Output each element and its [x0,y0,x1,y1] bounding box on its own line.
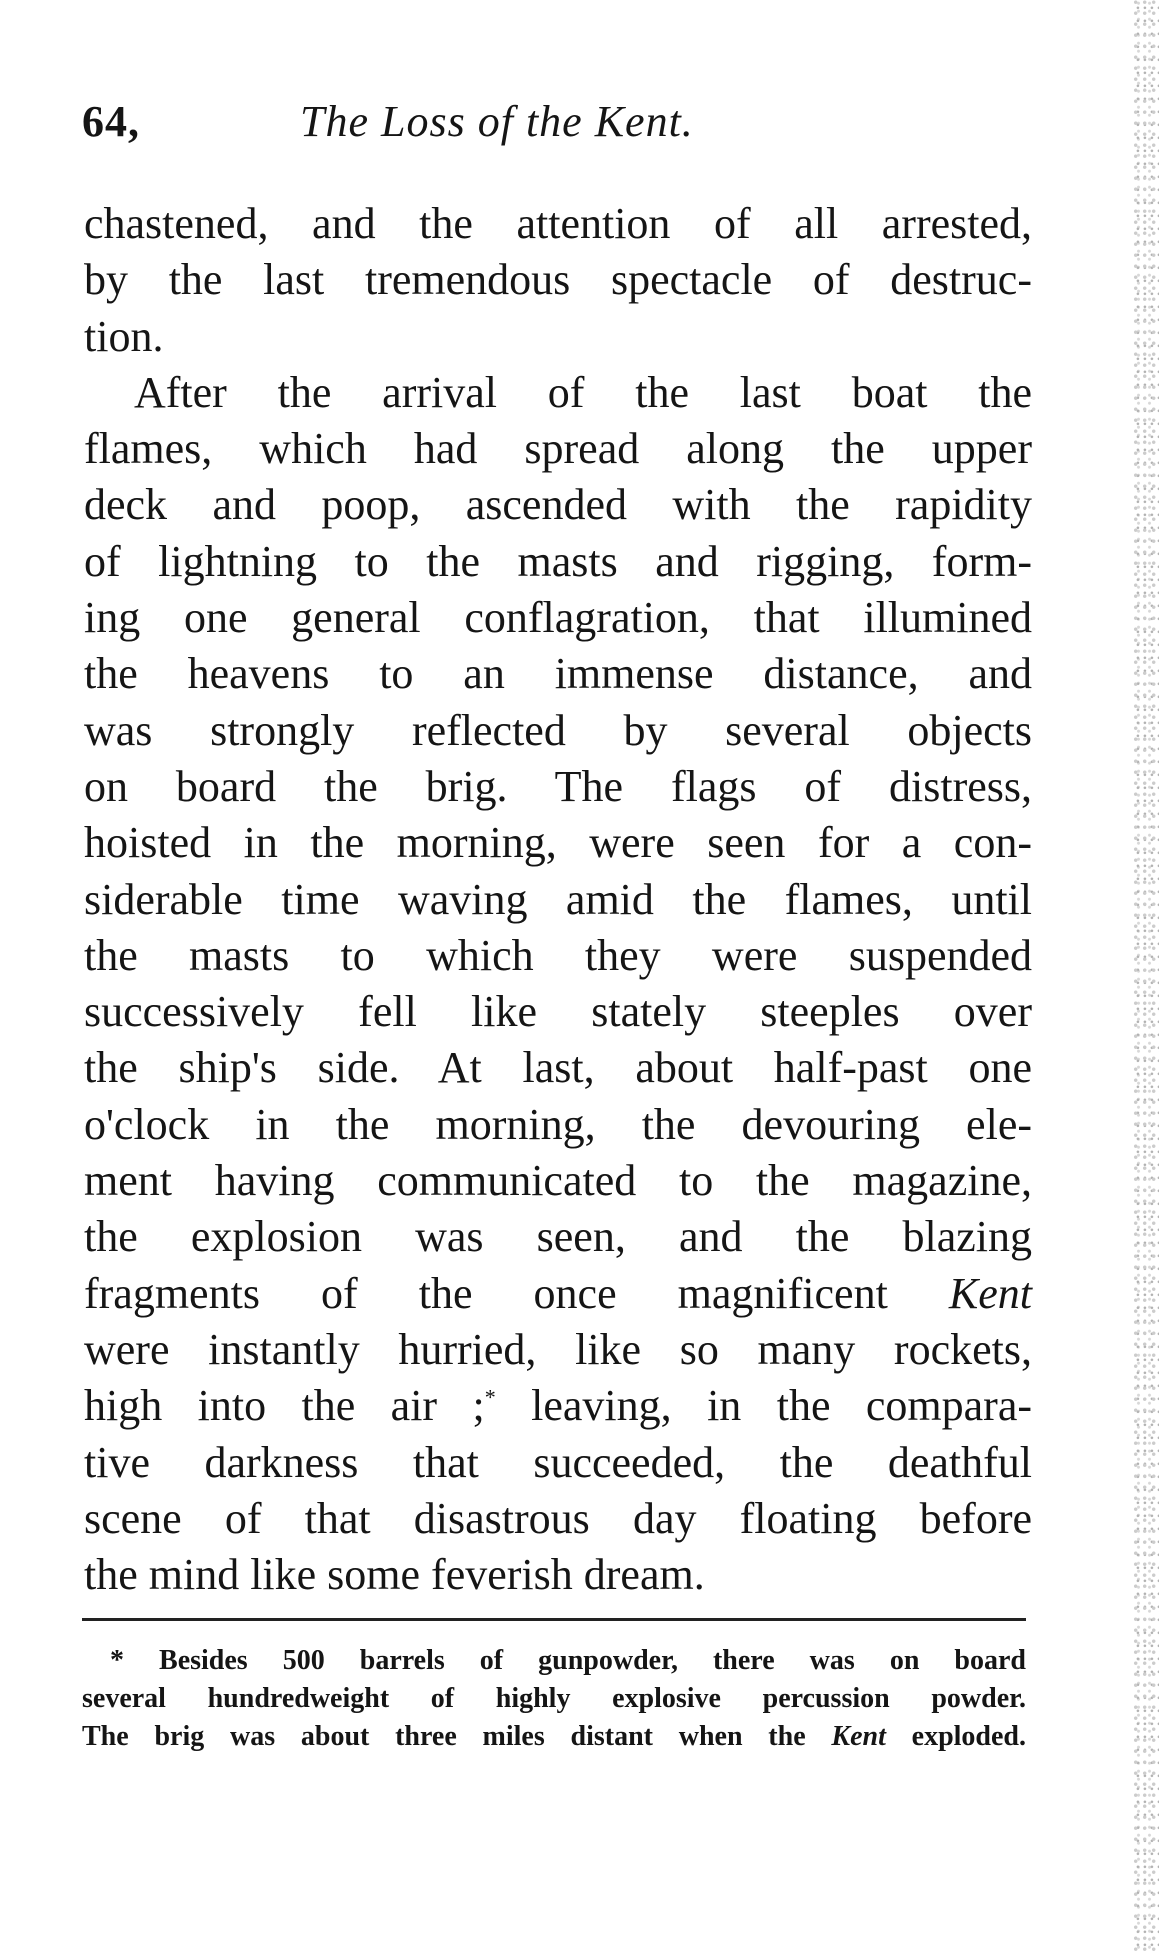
footnote-rule [82,1618,1026,1621]
text-line: scene of that disastrous day floating before [84,1493,1032,1543]
text-segment: high into the air ; [84,1381,485,1431]
text-line: tion. [84,311,164,361]
text-line: successively fell like stately steeples over [84,987,1032,1037]
text-segment: fragments of the once magnificent [84,1268,888,1318]
text-line: ing one general conflagration, that illumined [84,593,1032,643]
text-line [84,1378,1032,1434]
text-line: o'clock in the morning, the devouring ele- [84,1099,1032,1149]
text-line: ment having communicated to the magazine, [84,1156,1032,1206]
text-line [84,1266,1032,1322]
text-line: by the last tremendous spectacle of destruc- [84,255,1032,305]
text-line: the ship's side. At last, about half-past one [84,1043,1032,1093]
page-number: 64, [82,97,140,146]
footnote-line: several hundredweight of highly explosive percussion powder. [82,1683,1026,1714]
text-line: After the arrival of the last boat the [134,367,1032,417]
text-line: the heavens to an immense distance, and [84,649,1032,699]
text-segment: leaving, in the compara- [495,1381,1033,1431]
footnote-line: * Besides 500 barrels of gunpowder, there was on board [110,1645,1026,1676]
page-header [82,96,1032,156]
text-line: tive darkness that succeeded, the deathful [84,1437,1032,1487]
text-line: were instantly hurried, like so many rockets, [84,1324,1032,1374]
text-line: deck and poop, ascended with the rapidity [84,480,1032,530]
footnote [82,1642,1026,1756]
text-line: of lightning to the masts and rigging, form- [84,536,1032,586]
text-line: siderable time waving amid the flames, until [84,874,1032,924]
text-line: the explosion was seen, and the blazing [84,1212,1032,1262]
text-line: the masts to which they were suspended [84,930,1032,980]
text-segment: The brig was about three miles distant when the [82,1721,806,1752]
text-line: chastened, and the attention of all arrested, [84,199,1032,248]
text-line: the mind like some feverish dream. [84,1550,705,1600]
text-line: flames, which had spread along the upper [84,424,1032,474]
text-line: was strongly reflected by several objects [84,705,1032,755]
text-line: hoisted in the morning, were seen for a con- [84,818,1032,868]
body-text [84,196,1032,1603]
text-segment: exploded. [885,1721,1026,1752]
footnote-marker: * [484,1384,496,1410]
text-line: on board the brig. The flags of distress, [84,761,1032,811]
page-edge-speckle [1133,0,1159,1951]
italic-ship-name: Kent [831,1721,886,1752]
footnote-line [82,1718,1026,1756]
running-title: The Loss of the Kent. [300,97,694,146]
italic-ship-name: Kent [948,1268,1033,1318]
